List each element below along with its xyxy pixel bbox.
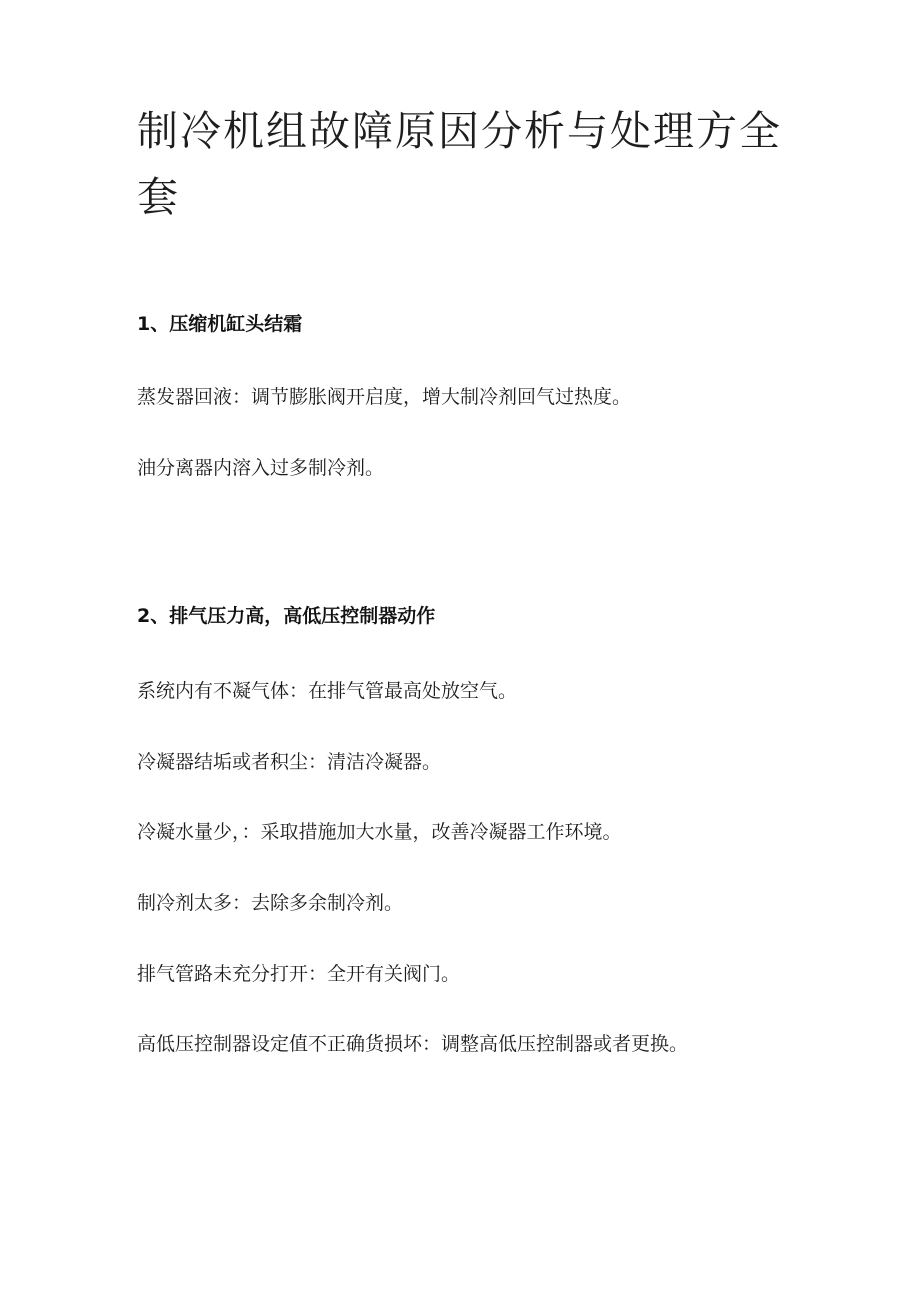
section-2-line-3: 冷凝水量少，：采取措施加大水量，改善冷凝器工作环境。: [137, 821, 622, 843]
section-2-line-1: 系统内有不凝气体：在排气管最高处放空气。: [137, 680, 518, 702]
section-2-line-4: 制冷剂太多：去除多余制冷剂。: [137, 892, 404, 914]
document-title: 制冷机组故障原因分析与处理方全套: [137, 107, 782, 221]
section-1-line-1: 蒸发器回液：调节膨胀阀开启度，增大制冷剂回气过热度。: [137, 386, 632, 408]
section-2-line-2: 冷凝器结垢或者积尘：清洁冷凝器。: [137, 751, 442, 773]
section-1-line-2: 油分离器内溶入过多制冷剂。: [137, 457, 385, 479]
section-2-line-5: 排气管路未充分打开：全开有关阀门。: [137, 963, 461, 985]
section-heading-1: 1、压缩机缸头结霜: [137, 313, 303, 335]
section-heading-2: 2、排气压力高，高低压控制器动作: [137, 605, 436, 627]
section-2-line-6: 高低压控制器设定值不正确货损坏：调整高低压控制器或者更换。: [137, 1033, 689, 1055]
